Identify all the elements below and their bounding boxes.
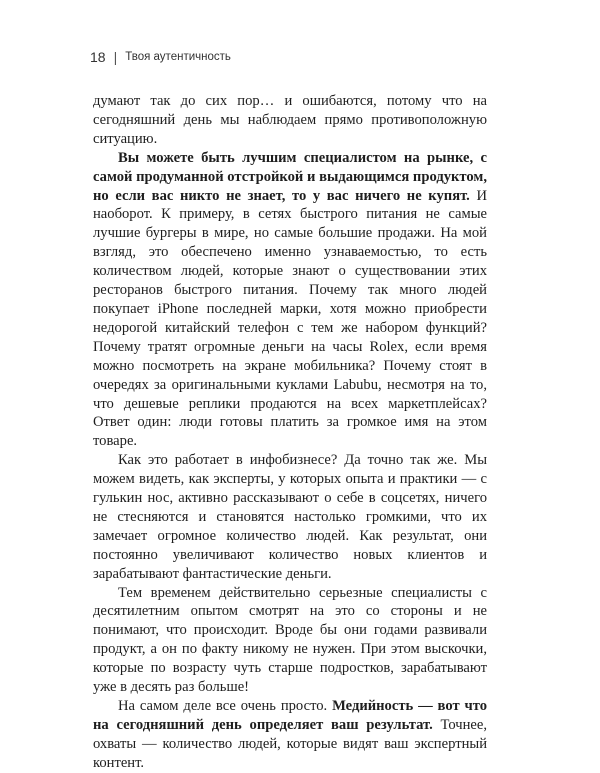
page-header (90, 47, 231, 67)
paragraph (93, 697, 487, 773)
running-title: Твоя аутентичность (125, 51, 231, 63)
page-number: 18 (90, 49, 106, 65)
body-text (93, 92, 487, 773)
text-segment: Как это работает в инфобизнесе? Да точно так же. Мы можем видеть, как эксперты, у которых опыта и практики — с гулькин нос, активно рассказывают о себе в соцсетях, ничего не стесняются и становятся настолько громкими, что их замечает огромное количество людей. Как результат, они постоянно увеличивают количество новых клиентов и зарабатывают фантастические деньги. (93, 452, 487, 582)
text-segment: Тем временем действительно серьезные специалисты с десятилетним опытом смотрят на это со стороны и не понимают, что происходит. Вроде бы они годами развивали продукт, а он по факту никому не нужен. При этом выскочки, которые по возрасту чуть старше подростков, зарабатывают уже в десять раз больше! (93, 584, 487, 696)
text-segment: На самом деле все очень просто. (118, 698, 333, 714)
paragraph (93, 92, 487, 149)
text-segment: И наоборот. К примеру, в сетях быстрого питания не самые лучшие бургеры в мире, но самые большие продажи. На мой взгляд, это обеспечено именно узнаваемостью, то есть количеством людей, которые знают о существовании этих ресторанов быстрого питания. Почему так много людей покупает iPhone последней марки, хотя можно приобрести недорогой китайский телефон с тем же набором функций? Почему тратят огромные деньги на часы Rolex, если время можно посмотреть на экране мобильника? Почему стоят в очередях за оригинальными куклами Labubu, несмотря на то, что дешевые реплики продаются на всех маркетплейсах? Ответ один: люди готовы платить за громкое имя на этом товаре. (93, 187, 487, 450)
paragraph (93, 451, 487, 583)
bold-text: Вы можете быть лучшим специалистом на рынке, с самой продуманной отстройкой и выдающимся продуктом, но если вас никто не знает, то у вас ничего не купят. (93, 149, 487, 204)
text-segment: Точнее, охваты — количество людей, которые видят ваш экспертный контент. (93, 716, 487, 771)
text-segment: думают так до сих пор… и ошибаются, потому что на сегодняшний день мы наблюдаем прямо противоположную ситуацию. (93, 93, 487, 147)
paragraph (93, 584, 487, 697)
header-separator: | (113, 49, 118, 65)
bold-text: Медийность — вот что на сегодняшний день определяет ваш результат. (93, 698, 487, 733)
paragraph (93, 149, 487, 452)
